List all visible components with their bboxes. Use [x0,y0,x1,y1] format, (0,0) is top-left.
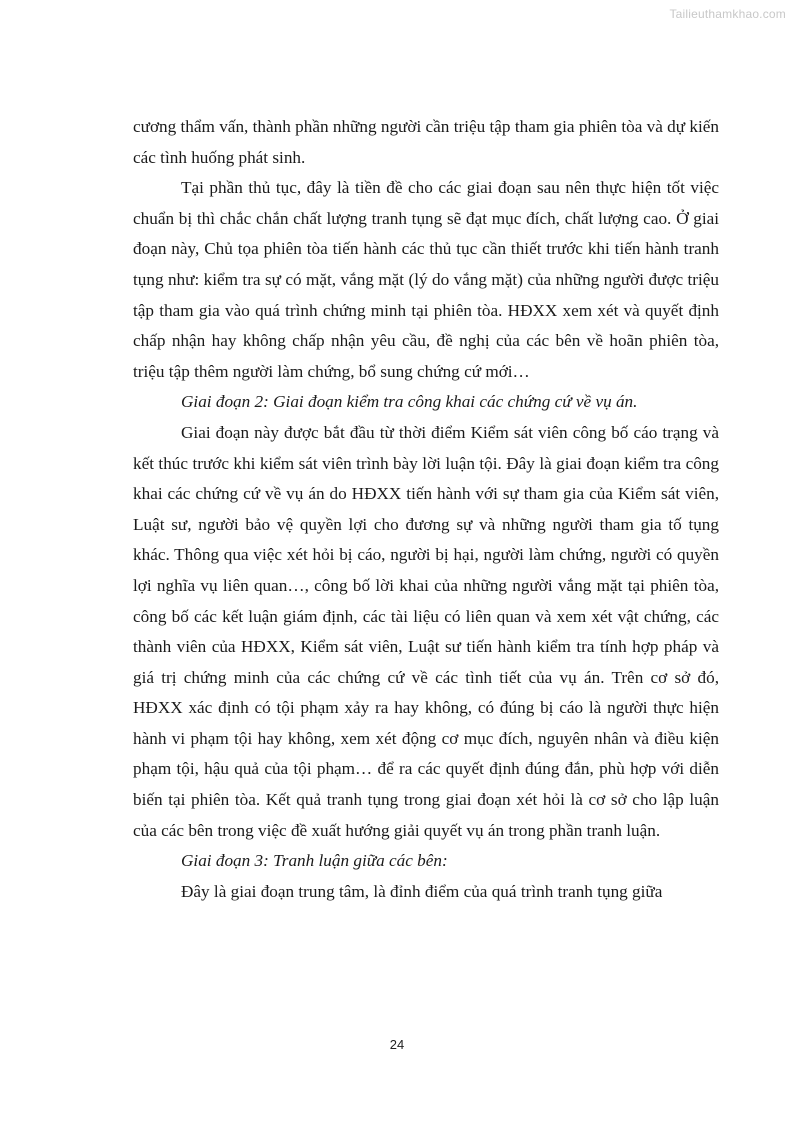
paragraph-procedure: Tại phần thủ tục, đây là tiền đề cho các giai đoạn sau nên thực hiện tốt việc chuẩn bị thì chắc chắn chất lượng tranh tụng sẽ đạt mục đích, chất lượng cao. Ở giai đoạn này, Chủ tọa phiên tòa tiến hành các thủ tục cần thiết trước khi tiến hành tranh tụng như: kiểm tra sự có mặt, vắng mặt (lý do vắng mặt) của những người được triệu tập tham gia vào quá trình chứng minh tại phiên tòa. HĐXX xem xét và quyết định chấp nhận hay không chấp nhận yêu cầu, đề nghị của các bên về hoãn phiên tòa, triệu tập thêm người làm chứng, bổ sung chứng cứ mới… [133,178,719,381]
section-heading-stage-2: Giai đoạn 2: Giai đoạn kiểm tra công khai các chứng cứ về vụ án. [181,392,638,412]
watermark: Tailieuthamkhao.com [669,7,786,21]
paragraph-stage-3: Đây là giai đoạn trung tâm, là đỉnh điểm của quá trình tranh tụng giữa [181,881,663,901]
section-heading-stage-3: Giai đoạn 3: Tranh luận giữa các bên: [181,851,448,871]
page-number: 24 [389,1037,405,1052]
document-body [133,112,719,907]
paragraph-continuation: cương thẩm vấn, thành phần những người cần triệu tập tham gia phiên tòa và dự kiến các tình huống phát sinh. [133,117,719,167]
paragraph-stage-2: Giai đoạn này được bắt đầu từ thời điểm Kiểm sát viên công bố cáo trạng và kết thúc trước khi kiểm sát viên trình bày lời luận tội. Đây là giai đoạn kiểm tra công khai các chứng cứ về vụ án do HĐXX tiến hành với sự tham gia của Kiểm sát viên, Luật sư, người bảo vệ quyền lợi cho đương sự và những người tham gia tố tụng khác. Thông qua việc xét hỏi bị cáo, người bị hại, người làm chứng, người có quyền lợi nghĩa vụ liên quan…, công bố lời khai của những người vắng mặt tại phiên tòa, công bố các kết luận giám định, các tài liệu có liên quan và xem xét vật chứng, các thành viên của HĐXX, Kiểm sát viên, Luật sư tiến hành kiểm tra tính hợp pháp và giá trị chứng minh của các chứng cứ về các tình tiết của vụ án. Trên cơ sở đó, HĐXX xác định có tội phạm xảy ra hay không, có đúng bị cáo là người thực hiện hành vi phạm tội hay không, xem xét động cơ mục đích, nguyên nhân và điều kiện phạm tội, hậu quả của tội phạm… để ra các quyết định đúng đắn, phù hợp với diễn biến tại phiên tòa. Kết quả tranh tụng trong giai đoạn xét hỏi là cơ sở cho lập luận của các bên trong việc đề xuất hướng giải quyết vụ án trong phần tranh luận. [133,422,719,840]
